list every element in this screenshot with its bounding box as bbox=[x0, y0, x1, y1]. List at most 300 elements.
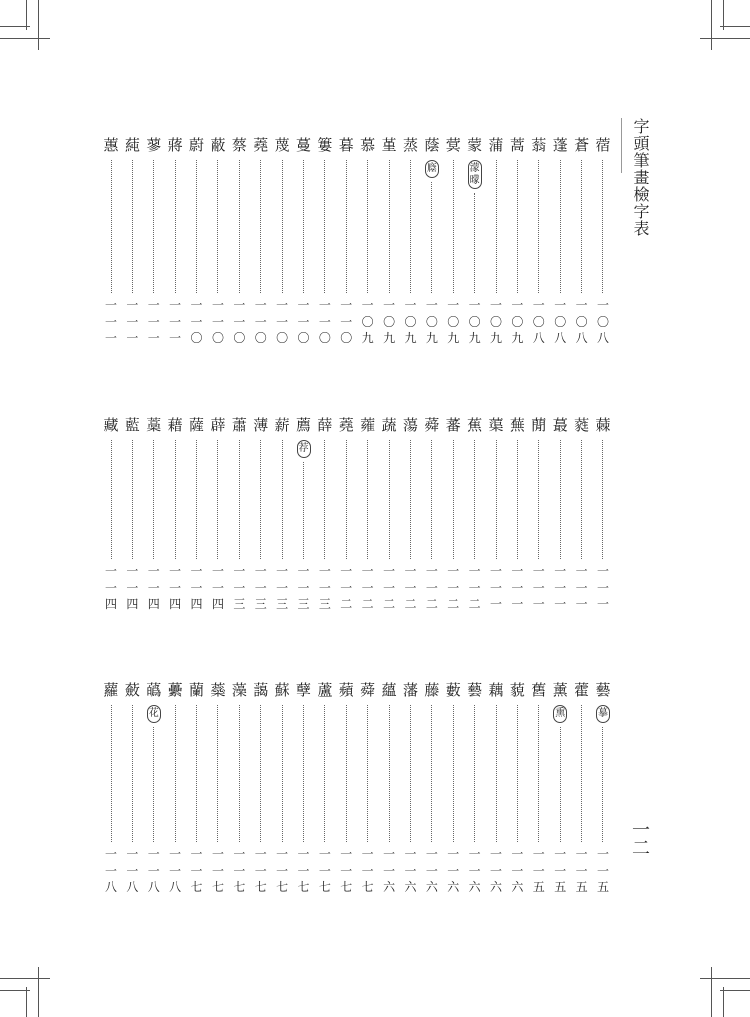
entry-variant: 花 bbox=[147, 705, 161, 723]
dot-leader bbox=[389, 440, 390, 559]
entry-page: 一 一 六 bbox=[511, 847, 524, 894]
index-entry bbox=[594, 683, 612, 895]
dot-leader bbox=[303, 462, 304, 560]
index-entry bbox=[423, 138, 441, 346]
entry-page: 一 一 一 bbox=[490, 564, 503, 611]
page-number: 一二 bbox=[629, 820, 650, 856]
entry-character: 薦 bbox=[296, 416, 312, 434]
entry-page: 一 一 〇 bbox=[340, 298, 353, 345]
index-entry bbox=[123, 138, 141, 346]
index-entry bbox=[145, 418, 163, 612]
index-entry bbox=[444, 418, 462, 612]
entry-page: 一 一 〇 bbox=[211, 298, 224, 345]
entry-page: 一 一 二 bbox=[447, 564, 460, 611]
index-entry bbox=[316, 683, 334, 895]
entry-character: 蔑 bbox=[274, 136, 290, 154]
index-entry bbox=[444, 683, 462, 895]
dot-leader bbox=[324, 160, 325, 293]
entry-character: 蔭 bbox=[424, 136, 440, 154]
entry-page: 一 〇 九 bbox=[383, 298, 396, 345]
entry-page: 一 一 一 bbox=[532, 564, 545, 611]
entry-character: 舊 bbox=[531, 681, 547, 699]
entry-character: 蓬 bbox=[552, 136, 568, 154]
dot-leader bbox=[560, 440, 561, 559]
dot-leader bbox=[474, 705, 475, 842]
entry-character: 蒙 bbox=[467, 136, 483, 154]
entry-page: 一 一 二 bbox=[468, 564, 481, 611]
dot-leader bbox=[431, 440, 432, 559]
entry-character: 簍 bbox=[317, 136, 333, 154]
entry-character: 蒿 bbox=[509, 136, 525, 154]
index-entry bbox=[188, 138, 206, 346]
entry-page: 一 一 三 bbox=[233, 564, 246, 611]
dot-leader bbox=[303, 160, 304, 293]
entry-character: 蕖 bbox=[488, 416, 504, 434]
entry-page: 一 一 二 bbox=[404, 564, 417, 611]
entry-character: 蒼 bbox=[574, 136, 590, 154]
entry-page: 一 〇 八 bbox=[554, 298, 567, 345]
index-entry bbox=[188, 683, 206, 895]
dot-leader bbox=[260, 160, 261, 293]
dot-leader bbox=[410, 440, 411, 559]
entry-character: 蘿 bbox=[103, 681, 119, 699]
crop-mark bbox=[723, 0, 724, 30]
index-entry bbox=[401, 683, 419, 895]
crop-mark bbox=[723, 987, 724, 1017]
entry-character: 蔚 bbox=[189, 136, 205, 154]
entry-page: 一 一 四 bbox=[147, 564, 160, 611]
dot-leader bbox=[517, 160, 518, 293]
dot-leader bbox=[453, 160, 454, 293]
entry-character: 蕣 bbox=[360, 681, 376, 699]
crop-mark bbox=[700, 38, 750, 39]
entry-page: 一 一 一 bbox=[104, 298, 117, 345]
entry-page: 一 一 四 bbox=[169, 564, 182, 611]
entry-character: 藝 bbox=[467, 681, 483, 699]
entry-character: 蕉 bbox=[467, 416, 483, 434]
dot-leader bbox=[217, 705, 218, 842]
dot-leader bbox=[175, 705, 176, 842]
entry-character: 蔽 bbox=[210, 136, 226, 154]
entry-page: 一 一 六 bbox=[447, 847, 460, 894]
index-entry bbox=[359, 138, 377, 346]
index-block-1 bbox=[102, 138, 612, 346]
index-entry bbox=[145, 138, 163, 346]
entry-page: 一 一 一 bbox=[126, 298, 139, 345]
entry-page: 一 一 〇 bbox=[233, 298, 246, 345]
entry-page: 一 一 〇 bbox=[190, 298, 203, 345]
index-entry bbox=[551, 683, 569, 895]
entry-page: 一 一 四 bbox=[126, 564, 139, 611]
entry-page: 一 一 一 bbox=[147, 298, 160, 345]
entry-page: 一 一 〇 bbox=[254, 298, 267, 345]
index-entry bbox=[252, 683, 270, 895]
dot-leader bbox=[217, 440, 218, 559]
entry-variant: 摹 bbox=[596, 705, 610, 723]
entry-page: 一 〇 九 bbox=[404, 298, 417, 345]
dot-leader bbox=[303, 705, 304, 842]
entry-page: 一 一 三 bbox=[318, 564, 331, 611]
index-entry bbox=[487, 418, 505, 612]
entry-character: 藐 bbox=[509, 681, 525, 699]
dot-leader bbox=[111, 440, 112, 559]
index-entry bbox=[401, 418, 419, 612]
entry-character: 薩 bbox=[189, 416, 205, 434]
index-entry bbox=[102, 683, 120, 895]
entry-character: 孽 bbox=[296, 681, 312, 699]
dot-leader bbox=[132, 440, 133, 559]
index-entry bbox=[252, 418, 270, 612]
entry-page: 一 一 六 bbox=[490, 847, 503, 894]
dot-leader bbox=[602, 727, 603, 843]
entry-character: 蔡 bbox=[231, 136, 247, 154]
page-header: 字頭筆畫檢字表 bbox=[631, 118, 650, 237]
dot-leader bbox=[282, 440, 283, 559]
dot-leader bbox=[389, 160, 390, 293]
entry-page: 一 〇 九 bbox=[447, 298, 460, 345]
crop-mark bbox=[720, 990, 750, 991]
dot-leader bbox=[431, 705, 432, 842]
entry-character: 藻 bbox=[231, 681, 247, 699]
entry-character: 蘭 bbox=[189, 681, 205, 699]
index-entry bbox=[295, 683, 313, 895]
entry-character: 藉 bbox=[167, 416, 183, 434]
entry-character: 蓊 bbox=[531, 136, 547, 154]
dot-leader bbox=[367, 160, 368, 293]
dot-leader bbox=[239, 160, 240, 293]
entry-page: 一 一 七 bbox=[340, 847, 353, 894]
dot-leader bbox=[196, 705, 197, 842]
dot-leader bbox=[389, 705, 390, 842]
crop-mark bbox=[711, 967, 712, 1017]
entry-page: 一 一 七 bbox=[276, 847, 289, 894]
entry-page: 一 一 〇 bbox=[297, 298, 310, 345]
entry-page: 一 一 七 bbox=[361, 847, 374, 894]
dot-leader bbox=[153, 727, 154, 843]
entry-page: 一 一 六 bbox=[383, 847, 396, 894]
entry-character: 蔬 bbox=[381, 416, 397, 434]
entry-character: 蘤 bbox=[146, 681, 162, 699]
index-entry bbox=[508, 683, 526, 895]
index-entry bbox=[145, 683, 163, 895]
entry-page: 一 一 一 bbox=[169, 298, 182, 345]
entry-character: 蓿 bbox=[595, 136, 611, 154]
entry-page: 一 〇 九 bbox=[468, 298, 481, 345]
entry-page: 一 一 八 bbox=[104, 847, 117, 894]
dot-leader bbox=[196, 440, 197, 559]
index-entry bbox=[252, 138, 270, 346]
dot-leader bbox=[175, 440, 176, 559]
entry-character: 藤 bbox=[424, 681, 440, 699]
entry-character: 蕙 bbox=[103, 136, 119, 154]
entry-character: 蒓 bbox=[124, 136, 140, 154]
entry-character: 蕪 bbox=[509, 416, 525, 434]
entry-page: 一 一 三 bbox=[254, 564, 267, 611]
index-entry bbox=[508, 418, 526, 612]
entry-character: 蕞 bbox=[552, 416, 568, 434]
dot-leader bbox=[538, 440, 539, 559]
dot-leader bbox=[324, 440, 325, 559]
dot-leader bbox=[581, 705, 582, 842]
entry-variant: 廕 bbox=[425, 160, 439, 178]
index-entry bbox=[573, 138, 591, 346]
dot-leader bbox=[132, 160, 133, 293]
entry-character: 蓼 bbox=[146, 136, 162, 154]
index-entry bbox=[551, 418, 569, 612]
entry-character: 蕣 bbox=[424, 416, 440, 434]
entry-character: 蘂 bbox=[210, 681, 226, 699]
entry-character: 虆 bbox=[167, 681, 183, 699]
index-entry bbox=[380, 418, 398, 612]
entry-page: 一 一 八 bbox=[147, 847, 160, 894]
entry-page: 一 一 八 bbox=[169, 847, 182, 894]
entry-character: 薜 bbox=[210, 416, 226, 434]
dot-leader bbox=[560, 160, 561, 293]
entry-page: 一 一 四 bbox=[211, 564, 224, 611]
entry-page: 一 一 〇 bbox=[318, 298, 331, 345]
index-entry bbox=[466, 418, 484, 612]
dot-leader bbox=[410, 160, 411, 293]
index-entry bbox=[359, 418, 377, 612]
entry-character: 藩 bbox=[402, 681, 418, 699]
entry-page: 一 〇 九 bbox=[361, 298, 374, 345]
dot-leader bbox=[111, 705, 112, 842]
entry-character: 薄 bbox=[253, 416, 269, 434]
dot-leader bbox=[496, 440, 497, 559]
index-entry bbox=[273, 683, 291, 895]
dot-leader bbox=[410, 705, 411, 842]
entry-character: 蘆 bbox=[317, 681, 333, 699]
index-entry bbox=[295, 138, 313, 346]
index-entry bbox=[209, 418, 227, 612]
dot-leader bbox=[346, 440, 347, 559]
index-entry bbox=[573, 418, 591, 612]
entry-character: 慕 bbox=[360, 136, 376, 154]
entry-character: 堇 bbox=[381, 136, 397, 154]
dot-leader bbox=[346, 160, 347, 293]
index-entry bbox=[102, 138, 120, 346]
entry-character: 蕘 bbox=[338, 416, 354, 434]
entry-character: 藹 bbox=[253, 681, 269, 699]
dot-leader bbox=[260, 440, 261, 559]
entry-character: 蕩 bbox=[402, 416, 418, 434]
dot-leader bbox=[538, 705, 539, 842]
crop-mark bbox=[720, 26, 750, 27]
entry-page: 一 〇 八 bbox=[596, 298, 609, 345]
entry-page: 一 一 七 bbox=[190, 847, 203, 894]
dot-leader bbox=[496, 160, 497, 293]
entry-page: 一 一 三 bbox=[297, 564, 310, 611]
dot-leader bbox=[260, 705, 261, 842]
entry-page: 一 一 五 bbox=[596, 847, 609, 894]
index-entry bbox=[530, 683, 548, 895]
dot-leader bbox=[474, 440, 475, 559]
index-entry bbox=[359, 683, 377, 895]
dot-leader bbox=[239, 440, 240, 559]
index-entry bbox=[316, 138, 334, 346]
index-entry bbox=[530, 418, 548, 612]
entry-page: 一 一 二 bbox=[361, 564, 374, 611]
dot-leader bbox=[517, 705, 518, 842]
entry-page: 一 一 七 bbox=[233, 847, 246, 894]
entry-page: 一 一 一 bbox=[554, 564, 567, 611]
index-entry bbox=[102, 418, 120, 612]
crop-mark bbox=[0, 978, 50, 979]
index-entry bbox=[188, 418, 206, 612]
index-entry bbox=[230, 683, 248, 895]
dot-leader bbox=[431, 182, 432, 294]
index-entry bbox=[166, 683, 184, 895]
entry-variant: 荐 bbox=[297, 440, 311, 458]
entry-page: 一 一 七 bbox=[254, 847, 267, 894]
entry-page: 一 一 七 bbox=[318, 847, 331, 894]
index-entry bbox=[444, 138, 462, 346]
dot-leader bbox=[346, 705, 347, 842]
index-block-3 bbox=[102, 683, 612, 895]
dot-leader bbox=[367, 705, 368, 842]
index-entry bbox=[594, 418, 612, 612]
entry-character: 蕭 bbox=[231, 416, 247, 434]
entry-page: 一 一 六 bbox=[425, 847, 438, 894]
dot-leader bbox=[217, 160, 218, 293]
entry-character: 藁 bbox=[146, 416, 162, 434]
dot-leader bbox=[538, 160, 539, 293]
index-entry bbox=[230, 138, 248, 346]
dot-leader bbox=[282, 160, 283, 293]
entry-character: 蒸 bbox=[402, 136, 418, 154]
dot-leader bbox=[111, 160, 112, 293]
entry-character: 蕹 bbox=[360, 416, 376, 434]
index-entry bbox=[423, 418, 441, 612]
index-entry bbox=[166, 418, 184, 612]
crop-mark bbox=[711, 0, 712, 50]
dot-leader bbox=[581, 440, 582, 559]
index-entry bbox=[123, 683, 141, 895]
dot-leader bbox=[453, 705, 454, 842]
entry-page: 一 一 七 bbox=[211, 847, 224, 894]
crop-mark bbox=[38, 0, 39, 50]
entry-character: 薛 bbox=[317, 416, 333, 434]
entry-page: 一 一 六 bbox=[404, 847, 417, 894]
index-entry bbox=[380, 138, 398, 346]
dot-leader bbox=[453, 440, 454, 559]
entry-character: 藕 bbox=[488, 681, 504, 699]
entry-page: 一 一 五 bbox=[532, 847, 545, 894]
entry-character: 暮 bbox=[338, 136, 354, 154]
index-entry bbox=[123, 418, 141, 612]
index-entry bbox=[209, 138, 227, 346]
entry-character: 蘞 bbox=[124, 681, 140, 699]
index-entry bbox=[423, 683, 441, 895]
entry-page: 一 一 一 bbox=[575, 564, 588, 611]
entry-character: 蘊 bbox=[381, 681, 397, 699]
dot-leader bbox=[153, 440, 154, 559]
dot-leader bbox=[560, 727, 561, 843]
entry-character: 藪 bbox=[445, 681, 461, 699]
entry-character: 薪 bbox=[274, 416, 290, 434]
entry-character: 藝 bbox=[595, 681, 611, 699]
crop-mark bbox=[38, 967, 39, 1017]
dot-leader bbox=[196, 160, 197, 293]
index-entry bbox=[487, 138, 505, 346]
index-entry bbox=[530, 138, 548, 346]
entry-page: 一 一 五 bbox=[575, 847, 588, 894]
entry-page: 一 一 二 bbox=[383, 564, 396, 611]
crop-mark bbox=[26, 987, 27, 1017]
entry-character: 蕀 bbox=[595, 416, 611, 434]
dot-leader bbox=[324, 705, 325, 842]
index-entry bbox=[209, 683, 227, 895]
index-entry bbox=[380, 683, 398, 895]
entry-page: 一 一 二 bbox=[425, 564, 438, 611]
index-entry bbox=[316, 418, 334, 612]
index-entry bbox=[273, 418, 291, 612]
entry-variant: 濛 曚 bbox=[468, 160, 482, 189]
entry-character: 蕃 bbox=[445, 416, 461, 434]
entry-character: 蕘 bbox=[253, 136, 269, 154]
index-entry bbox=[166, 138, 184, 346]
dot-leader bbox=[153, 160, 154, 293]
entry-character: 薰 bbox=[552, 681, 568, 699]
entry-page: 一 一 八 bbox=[126, 847, 139, 894]
index-entry bbox=[401, 138, 419, 346]
entry-page: 一 一 七 bbox=[297, 847, 310, 894]
index-entry bbox=[551, 138, 569, 346]
index-entry bbox=[487, 683, 505, 895]
index-entry bbox=[466, 683, 484, 895]
dot-leader bbox=[239, 705, 240, 842]
entry-page: 一 一 四 bbox=[190, 564, 203, 611]
entry-character: 藏 bbox=[103, 416, 119, 434]
entry-page: 一 〇 八 bbox=[575, 298, 588, 345]
entry-page: 一 一 四 bbox=[104, 564, 117, 611]
entry-character: 蘇 bbox=[274, 681, 290, 699]
crop-mark bbox=[26, 0, 27, 30]
index-entry bbox=[295, 418, 313, 612]
entry-page: 一 〇 九 bbox=[511, 298, 524, 345]
index-entry bbox=[594, 138, 612, 346]
entry-character: 藿 bbox=[574, 681, 590, 699]
entry-character: 蔓 bbox=[296, 136, 312, 154]
entry-variant: 熏 bbox=[553, 705, 567, 723]
index-entry bbox=[466, 138, 484, 346]
entry-page: 一 〇 九 bbox=[490, 298, 503, 345]
dot-leader bbox=[367, 440, 368, 559]
index-entry bbox=[508, 138, 526, 346]
entry-character: 蓂 bbox=[445, 136, 461, 154]
entry-character: 蕑 bbox=[531, 416, 547, 434]
entry-character: 蔣 bbox=[167, 136, 183, 154]
crop-mark bbox=[700, 978, 750, 979]
entry-character: 蘋 bbox=[338, 681, 354, 699]
dot-leader bbox=[496, 705, 497, 842]
dot-leader bbox=[517, 440, 518, 559]
dot-leader bbox=[132, 705, 133, 842]
entry-page: 一 一 五 bbox=[554, 847, 567, 894]
index-entry bbox=[337, 683, 355, 895]
index-block-2 bbox=[102, 418, 612, 612]
entry-page: 一 一 〇 bbox=[276, 298, 289, 345]
entry-character: 蒲 bbox=[488, 136, 504, 154]
dot-leader bbox=[175, 160, 176, 293]
index-entry bbox=[230, 418, 248, 612]
entry-page: 一 一 三 bbox=[276, 564, 289, 611]
entry-page: 一 一 一 bbox=[596, 564, 609, 611]
index-entry bbox=[337, 138, 355, 346]
dot-leader bbox=[282, 705, 283, 842]
entry-character: 藍 bbox=[124, 416, 140, 434]
index-entry bbox=[273, 138, 291, 346]
